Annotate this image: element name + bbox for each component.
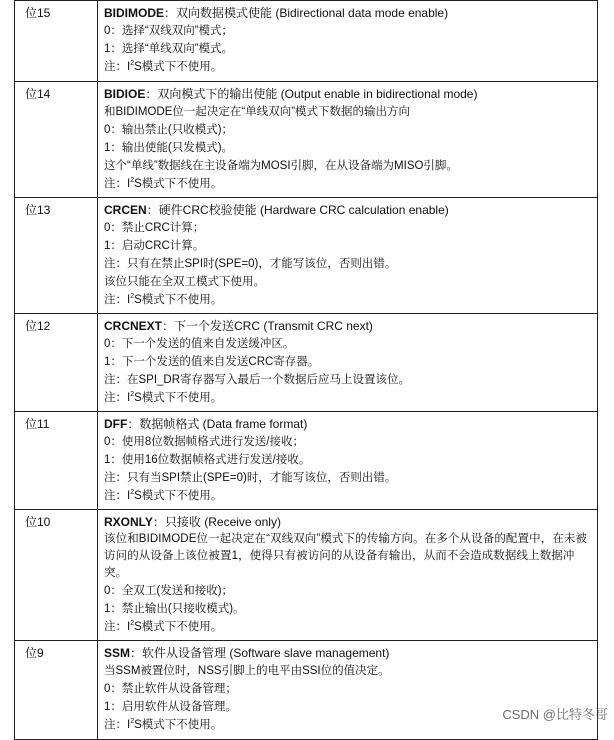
bit-description-cell xyxy=(98,510,598,641)
bit-paragraph: 该位和BIDIMODE位一起决定在“双线双向”模式下的传输方向。在多个从设备的配置中，在未被访问的从设备上该位被置1，使得只有被访问的从设备有输出，从而不会造成数据线上数据冲突。 xyxy=(104,533,588,579)
bit-description-line: 注：只有当SPI禁止(SPE=0)时，才能写该位，否则出错。 xyxy=(104,472,397,484)
bit-name: CRCEN xyxy=(104,203,147,217)
register-bit-table xyxy=(14,0,598,740)
bit-position-cell xyxy=(15,82,98,198)
csdn-watermark: CSDN @比特冬哥 xyxy=(502,707,608,722)
register-row xyxy=(15,314,598,412)
bit-title-text: ：数据帧格式 (Data frame format) xyxy=(127,417,308,431)
bit-position-cell xyxy=(15,510,98,641)
i2s-note: 注：$I^2S$模式下不使用。 xyxy=(104,718,223,731)
bit-name: RXONLY xyxy=(104,515,153,529)
bit-position: 位10 xyxy=(25,515,51,529)
bit-name: BIDIMODE xyxy=(104,6,164,20)
table-body xyxy=(15,1,598,740)
register-row xyxy=(15,412,598,510)
bit-description-cell xyxy=(98,198,598,314)
bit-description-cell xyxy=(98,641,598,740)
bit-title-text: ：只接收 (Receive only) xyxy=(152,515,281,529)
bit-position: 位15 xyxy=(25,6,51,20)
bit-title-text: ：下一个发送CRC (Transmit CRC next) xyxy=(162,319,373,333)
bit-description-line: 0：下一个发送的值来自发送缓冲区。 xyxy=(104,338,295,350)
bit-position: 位13 xyxy=(25,203,51,217)
i2s-note: 注：$I^2S$模式下不使用。 xyxy=(104,60,223,73)
bit-description-line: 0：禁止软件从设备管理； xyxy=(104,683,237,695)
bit-position-cell xyxy=(15,641,98,740)
bit-position-cell xyxy=(15,1,98,82)
bit-title xyxy=(104,513,593,531)
bit-description-line: 0：全双工(发送和接收)； xyxy=(104,585,234,597)
bit-title-text: ：双向模式下的输出使能 (Output enable in bidirectional mode) xyxy=(145,87,478,101)
bit-name: BIDIOE xyxy=(104,87,146,101)
bit-description-cell xyxy=(98,412,598,510)
bit-position: 位11 xyxy=(25,417,50,431)
bit-position: 位12 xyxy=(25,319,51,333)
bit-description-line: 1：启用软件从设备管理。 xyxy=(104,701,237,713)
bit-description-line: 0：禁止CRC计算； xyxy=(104,222,205,234)
bit-name: CRCNEXT xyxy=(104,319,163,333)
i2s-note: 注：$I^2S$模式下不使用。 xyxy=(104,177,223,190)
bit-description-cell xyxy=(98,1,598,82)
i2s-note: 注：$I^2S$模式下不使用。 xyxy=(104,391,223,404)
register-row xyxy=(15,198,598,314)
bit-description-line: 和BIDIMODE位一起决定在“单线双向”模式下数据的输出方向 xyxy=(104,106,411,118)
bit-position: 位9 xyxy=(25,646,44,660)
i2s-note: 注：$I^2S$模式下不使用。 xyxy=(104,620,223,633)
bit-title-text: ：硬件CRC校验使能 (Hardware CRC calculation enable) xyxy=(146,203,449,217)
bit-title xyxy=(104,4,593,22)
register-row xyxy=(15,82,598,198)
bit-title xyxy=(104,201,593,219)
bit-description-line: 1：使用16位数据帧格式进行发送/接收。 xyxy=(104,454,311,466)
bit-position-cell xyxy=(15,412,98,510)
bit-description-line: 1：下一个发送的值来自发送CRC寄存器。 xyxy=(104,356,320,368)
bit-description-line: 这个“单线”数据线在主设备端为MOSI引脚，在从设备端为MISO引脚。 xyxy=(104,160,458,172)
bit-description-line: 该位只能在全双工模式下使用。 xyxy=(104,276,265,288)
bit-description-line: 0：输出禁止(只收模式)； xyxy=(104,124,234,136)
bit-description-line: 1：禁止输出(只接收模式)。 xyxy=(104,603,245,615)
i2s-note: 注：$I^2S$模式下不使用。 xyxy=(104,293,223,306)
bit-position-cell xyxy=(15,314,98,412)
bit-title xyxy=(104,644,593,662)
bit-description-line: 0：使用8位数据帧格式进行发送/接收； xyxy=(104,436,304,448)
bit-description-line: 注：只有在禁止SPI时(SPE=0)，才能写该位，否则出错。 xyxy=(104,258,397,270)
bit-title xyxy=(104,85,593,103)
i2s-note: 注：$I^2S$模式下不使用。 xyxy=(104,489,223,502)
bit-description-cell xyxy=(98,314,598,412)
bit-description-line: 0：选择“双线双向”模式； xyxy=(104,25,234,37)
bit-name: DFF xyxy=(104,417,128,431)
bit-description-line: 注：在SPI_DR寄存器写入最后一个数据后应马上设置该位。 xyxy=(104,374,411,386)
register-row xyxy=(15,641,598,740)
register-row xyxy=(15,510,598,641)
bit-title xyxy=(104,415,593,433)
bit-title-text: ：双向数据模式使能 (Bidirectional data mode enable) xyxy=(164,6,449,20)
bit-title-text: ：软件从设备管理 (Software slave management) xyxy=(130,646,390,660)
bit-position: 位14 xyxy=(25,87,51,101)
bit-position-cell xyxy=(15,198,98,314)
register-row xyxy=(15,1,598,82)
bit-description-line: 当SSM被置位时，NSS引脚上的电平由SSI位的值决定。 xyxy=(104,665,390,677)
bit-description-line: 1：选择“单线双向”模式。 xyxy=(104,43,234,55)
bit-description-cell xyxy=(98,82,598,198)
bit-description-line: 1：输出使能(只发模式)。 xyxy=(104,142,234,154)
bit-title xyxy=(104,317,593,335)
bit-name: SSM xyxy=(104,646,131,660)
bit-description-line: 1：启动CRC计算。 xyxy=(104,240,205,252)
